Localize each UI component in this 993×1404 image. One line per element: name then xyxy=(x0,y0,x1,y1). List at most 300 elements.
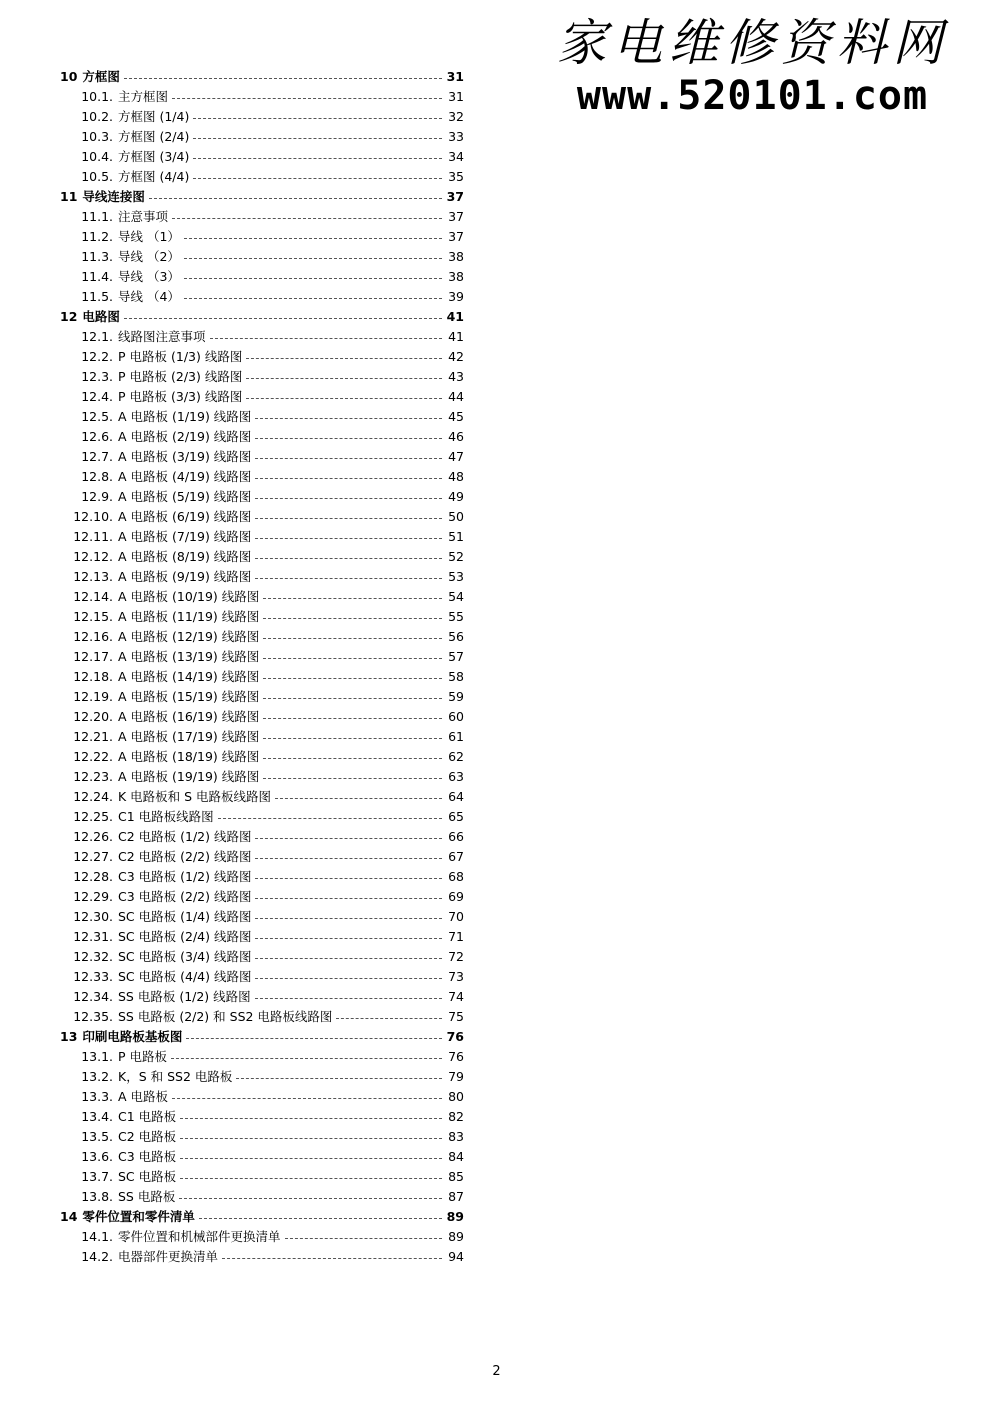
toc-title: 主方框图 xyxy=(118,89,169,104)
toc-number: 12.23. xyxy=(73,769,113,784)
toc-number: 12.8. xyxy=(81,469,113,484)
toc-leader xyxy=(246,358,442,359)
toc-page-number: 50 xyxy=(448,509,464,524)
toc-number: 12 xyxy=(60,309,78,324)
toc-page-number: 45 xyxy=(448,409,464,424)
toc-leader xyxy=(255,418,442,419)
toc-leader xyxy=(184,258,442,259)
toc-title: 方框图 (4/4) xyxy=(118,169,190,184)
toc-entry[interactable] xyxy=(60,627,464,647)
toc-entry[interactable] xyxy=(60,927,464,947)
toc-number: 10.5. xyxy=(81,169,113,184)
toc-section[interactable] xyxy=(60,307,464,327)
toc-leader xyxy=(255,578,442,579)
toc-number: 13.4. xyxy=(81,1109,113,1124)
toc-title: A 电路板 (16/19) 线路图 xyxy=(118,709,260,724)
toc-leader xyxy=(246,378,442,379)
toc-title: 电器部件更换清单 xyxy=(118,1249,219,1264)
toc-entry[interactable] xyxy=(60,687,464,707)
toc-entry[interactable] xyxy=(60,1147,464,1167)
toc-entry[interactable] xyxy=(60,967,464,987)
toc-entry[interactable] xyxy=(60,327,464,347)
toc-page-number: 80 xyxy=(448,1089,464,1104)
toc-title: 导线连接图 xyxy=(82,189,145,204)
toc-page-number: 84 xyxy=(448,1149,464,1164)
toc-leader xyxy=(172,98,442,99)
toc-entry[interactable] xyxy=(60,427,464,447)
toc-leader xyxy=(263,658,442,659)
toc-number: 12.11. xyxy=(73,529,113,544)
toc-leader xyxy=(255,858,442,859)
table-of-contents xyxy=(60,67,464,1267)
toc-entry[interactable] xyxy=(60,467,464,487)
toc-page-number: 51 xyxy=(448,529,464,544)
toc-number: 12.22. xyxy=(73,749,113,764)
toc-title: 印刷电路板基板图 xyxy=(82,1029,183,1044)
toc-number: 12.34. xyxy=(73,989,113,1004)
toc-number: 12.21. xyxy=(73,729,113,744)
toc-number: 11 xyxy=(60,189,78,204)
toc-number: 13.7. xyxy=(81,1169,113,1184)
toc-number: 10 xyxy=(60,69,78,84)
toc-page-number: 83 xyxy=(448,1129,464,1144)
toc-entry[interactable] xyxy=(60,147,464,167)
toc-page-number: 41 xyxy=(448,329,464,344)
toc-entry[interactable] xyxy=(60,547,464,567)
toc-page-number: 32 xyxy=(448,109,464,124)
page-number: 2 xyxy=(492,1364,501,1379)
toc-number: 12.9. xyxy=(81,489,113,504)
toc-entry[interactable] xyxy=(60,727,464,747)
toc-leader xyxy=(172,218,442,219)
toc-title: 导线 （1） xyxy=(118,229,180,244)
toc-title: A 电路板 (9/19) 线路图 xyxy=(118,569,252,584)
toc-title: C3 电路板 xyxy=(118,1149,177,1164)
toc-entry[interactable] xyxy=(60,827,464,847)
toc-number: 12.35. xyxy=(73,1009,113,1024)
toc-entry[interactable] xyxy=(60,207,464,227)
toc-number: 12.25. xyxy=(73,809,113,824)
toc-leader xyxy=(263,618,442,619)
toc-leader xyxy=(184,238,442,239)
toc-number: 12.29. xyxy=(73,889,113,904)
toc-entry[interactable] xyxy=(60,127,464,147)
toc-leader xyxy=(180,1138,442,1139)
toc-page-number: 72 xyxy=(448,949,464,964)
watermark xyxy=(525,12,980,118)
toc-page-number: 44 xyxy=(448,389,464,404)
toc-number: 12.18. xyxy=(73,669,113,684)
toc-leader xyxy=(149,198,442,199)
toc-section[interactable] xyxy=(60,1207,464,1227)
toc-leader xyxy=(263,738,442,739)
toc-entry[interactable] xyxy=(60,87,464,107)
toc-number: 12.16. xyxy=(73,629,113,644)
toc-leader xyxy=(255,438,442,439)
toc-page-number: 62 xyxy=(448,749,464,764)
toc-leader xyxy=(255,978,442,979)
toc-page-number: 58 xyxy=(448,669,464,684)
toc-title: 方框图 (2/4) xyxy=(118,129,190,144)
toc-leader xyxy=(263,678,442,679)
toc-leader xyxy=(263,758,442,759)
toc-entry[interactable] xyxy=(60,507,464,527)
toc-page-number: 67 xyxy=(448,849,464,864)
toc-title: 方框图 (1/4) xyxy=(118,109,190,124)
toc-title: A 电路板 (13/19) 线路图 xyxy=(118,649,260,664)
toc-title: A 电路板 (2/19) 线路图 xyxy=(118,429,252,444)
toc-title: SS 电路板 xyxy=(118,1189,176,1204)
toc-number: 12.33. xyxy=(73,969,113,984)
toc-title: 方框图 xyxy=(82,69,120,84)
toc-entry[interactable] xyxy=(60,787,464,807)
toc-number: 10.2. xyxy=(81,109,113,124)
toc-entry[interactable] xyxy=(60,867,464,887)
toc-page-number: 46 xyxy=(448,429,464,444)
toc-title: 导线 （3） xyxy=(118,269,180,284)
toc-leader xyxy=(275,798,442,799)
toc-number: 12.26. xyxy=(73,829,113,844)
toc-page-number: 68 xyxy=(448,869,464,884)
toc-title: A 电路板 (18/19) 线路图 xyxy=(118,749,260,764)
toc-page-number: 37 xyxy=(446,189,464,204)
toc-leader xyxy=(263,698,442,699)
toc-page-number: 61 xyxy=(448,729,464,744)
toc-entry[interactable] xyxy=(60,607,464,627)
toc-entry[interactable] xyxy=(60,1107,464,1127)
toc-entry[interactable] xyxy=(60,707,464,727)
toc-number: 12.19. xyxy=(73,689,113,704)
toc-title: C3 电路板 (2/2) 线路图 xyxy=(118,889,252,904)
toc-entry[interactable] xyxy=(60,227,464,247)
toc-title: P 电路板 (3/3) 线路图 xyxy=(118,389,243,404)
toc-number: 13.2. xyxy=(81,1069,113,1084)
toc-title: A 电路板 (19/19) 线路图 xyxy=(118,769,260,784)
toc-number: 13 xyxy=(60,1029,78,1044)
watermark-site-name: 家电维修资料网 xyxy=(556,14,949,72)
toc-leader xyxy=(263,638,442,639)
toc-section[interactable] xyxy=(60,67,464,87)
toc-leader xyxy=(218,818,442,819)
toc-page-number: 31 xyxy=(446,69,464,84)
toc-leader xyxy=(193,118,442,119)
toc-page-number: 31 xyxy=(448,89,464,104)
toc-title: A 电路板 (8/19) 线路图 xyxy=(118,549,252,564)
toc-entry[interactable] xyxy=(60,1047,464,1067)
toc-page-number: 56 xyxy=(448,629,464,644)
toc-page-number: 66 xyxy=(448,829,464,844)
toc-page-number: 82 xyxy=(448,1109,464,1124)
toc-entry[interactable] xyxy=(60,767,464,787)
toc-leader xyxy=(180,1118,442,1119)
toc-leader xyxy=(255,958,442,959)
toc-entry[interactable] xyxy=(60,887,464,907)
toc-title: SC 电路板 xyxy=(118,1169,177,1184)
toc-leader xyxy=(193,138,442,139)
toc-title: C1 电路板线路图 xyxy=(118,809,214,824)
toc-leader xyxy=(193,158,442,159)
toc-title: A 电路板 (15/19) 线路图 xyxy=(118,689,260,704)
toc-leader xyxy=(199,1218,442,1219)
toc-leader xyxy=(184,298,442,299)
toc-number: 12.20. xyxy=(73,709,113,724)
toc-leader xyxy=(180,1178,442,1179)
toc-entry[interactable] xyxy=(60,1087,464,1107)
watermark-url: www.520101.com xyxy=(576,73,929,119)
toc-number: 11.3. xyxy=(81,249,113,264)
toc-entry[interactable] xyxy=(60,647,464,667)
toc-page-number: 47 xyxy=(448,449,464,464)
toc-entry[interactable] xyxy=(60,167,464,187)
toc-leader xyxy=(172,1098,442,1099)
toc-number: 12.17. xyxy=(73,649,113,664)
toc-title: A 电路板 (5/19) 线路图 xyxy=(118,489,252,504)
toc-leader xyxy=(186,1038,442,1039)
toc-number: 12.31. xyxy=(73,929,113,944)
toc-number: 12.2. xyxy=(81,349,113,364)
toc-page-number: 59 xyxy=(448,689,464,704)
toc-leader xyxy=(263,718,442,719)
toc-section[interactable] xyxy=(60,1027,464,1047)
toc-page-number: 75 xyxy=(448,1009,464,1024)
toc-number: 11.1. xyxy=(81,209,113,224)
toc-number: 14.1. xyxy=(81,1229,113,1244)
toc-page-number: 52 xyxy=(448,549,464,564)
toc-leader xyxy=(236,1078,442,1079)
toc-page-number: 74 xyxy=(448,989,464,1004)
toc-leader xyxy=(124,318,442,319)
toc-page-number: 42 xyxy=(448,349,464,364)
toc-page-number: 60 xyxy=(448,709,464,724)
toc-title: A 电路板 (10/19) 线路图 xyxy=(118,589,260,604)
toc-title: SC 电路板 (1/4) 线路图 xyxy=(118,909,252,924)
toc-page-number: 76 xyxy=(446,1029,464,1044)
toc-number: 12.30. xyxy=(73,909,113,924)
toc-title: A 电路板 (6/19) 线路图 xyxy=(118,509,252,524)
toc-page-number: 35 xyxy=(448,169,464,184)
toc-page-number: 57 xyxy=(448,649,464,664)
toc-title: A 电路板 (17/19) 线路图 xyxy=(118,729,260,744)
toc-number: 13.3. xyxy=(81,1089,113,1104)
toc-page-number: 65 xyxy=(448,809,464,824)
toc-leader xyxy=(124,78,442,79)
toc-entry[interactable] xyxy=(60,387,464,407)
toc-title: A 电路板 (14/19) 线路图 xyxy=(118,669,260,684)
toc-number: 12.6. xyxy=(81,429,113,444)
toc-leader xyxy=(263,598,442,599)
toc-entry[interactable] xyxy=(60,567,464,587)
toc-title: C3 电路板 (1/2) 线路图 xyxy=(118,869,252,884)
toc-number: 11.4. xyxy=(81,269,113,284)
toc-leader xyxy=(222,1258,442,1259)
toc-number: 12.12. xyxy=(73,549,113,564)
toc-number: 13.6. xyxy=(81,1149,113,1164)
toc-number: 12.32. xyxy=(73,949,113,964)
toc-leader xyxy=(336,1018,442,1019)
toc-number: 12.3. xyxy=(81,369,113,384)
toc-title: 电路图 xyxy=(82,309,120,324)
toc-leader xyxy=(255,538,442,539)
toc-number: 10.1. xyxy=(81,89,113,104)
toc-title: C1 电路板 xyxy=(118,1109,177,1124)
toc-title: K，S 和 SS2 电路板 xyxy=(118,1069,233,1084)
toc-section[interactable] xyxy=(60,187,464,207)
toc-leader xyxy=(180,1158,442,1159)
toc-entry[interactable] xyxy=(60,1007,464,1027)
toc-page-number: 73 xyxy=(448,969,464,984)
toc-page-number: 63 xyxy=(448,769,464,784)
toc-title: P 电路板 (1/3) 线路图 xyxy=(118,349,243,364)
toc-leader xyxy=(255,838,442,839)
toc-entry[interactable] xyxy=(60,447,464,467)
toc-entry[interactable] xyxy=(60,1067,464,1087)
toc-page-number: 64 xyxy=(448,789,464,804)
toc-page-number: 71 xyxy=(448,929,464,944)
toc-number: 12.5. xyxy=(81,409,113,424)
toc-title: 方框图 (3/4) xyxy=(118,149,190,164)
toc-entry[interactable] xyxy=(60,1247,464,1267)
toc-title: SC 电路板 (4/4) 线路图 xyxy=(118,969,252,984)
toc-title: A 电路板 (12/19) 线路图 xyxy=(118,629,260,644)
toc-leader xyxy=(184,278,442,279)
toc-title: C2 电路板 (2/2) 线路图 xyxy=(118,849,252,864)
toc-page-number: 55 xyxy=(448,609,464,624)
toc-entry[interactable] xyxy=(60,907,464,927)
toc-entry[interactable] xyxy=(60,267,464,287)
toc-page-number: 85 xyxy=(448,1169,464,1184)
toc-entry[interactable] xyxy=(60,487,464,507)
toc-number: 12.4. xyxy=(81,389,113,404)
toc-leader xyxy=(255,998,442,999)
toc-title: 导线 （2） xyxy=(118,249,180,264)
toc-number: 10.4. xyxy=(81,149,113,164)
toc-title: C2 电路板 xyxy=(118,1129,177,1144)
toc-entry[interactable] xyxy=(60,807,464,827)
toc-entry[interactable] xyxy=(60,367,464,387)
toc-page-number: 39 xyxy=(448,289,464,304)
toc-leader xyxy=(255,518,442,519)
toc-title: SS 电路板 (1/2) 线路图 xyxy=(118,989,251,1004)
toc-leader xyxy=(263,778,442,779)
toc-leader xyxy=(255,478,442,479)
toc-page-number: 37 xyxy=(448,229,464,244)
toc-entry[interactable] xyxy=(60,667,464,687)
toc-title: K 电路板和 S 电路板线路图 xyxy=(118,789,272,804)
toc-number: 10.3. xyxy=(81,129,113,144)
toc-number: 14.2. xyxy=(81,1249,113,1264)
toc-entry[interactable] xyxy=(60,107,464,127)
toc-title: SS 电路板 (2/2) 和 SS2 电路板线路图 xyxy=(118,1009,333,1024)
toc-number: 12.27. xyxy=(73,849,113,864)
toc-leader xyxy=(255,498,442,499)
toc-number: 12.24. xyxy=(73,789,113,804)
toc-entry[interactable] xyxy=(60,947,464,967)
toc-title: 零件位置和机械部件更换清单 xyxy=(118,1229,281,1244)
toc-title: A 电路板 (3/19) 线路图 xyxy=(118,449,252,464)
toc-page-number: 43 xyxy=(448,369,464,384)
toc-title: SC 电路板 (2/4) 线路图 xyxy=(118,929,252,944)
toc-page-number: 53 xyxy=(448,569,464,584)
toc-number: 13.8. xyxy=(81,1189,113,1204)
toc-entry[interactable] xyxy=(60,1227,464,1247)
toc-page-number: 37 xyxy=(448,209,464,224)
toc-page-number: 87 xyxy=(448,1189,464,1204)
toc-leader xyxy=(255,458,442,459)
toc-leader xyxy=(255,558,442,559)
toc-title: A 电路板 (7/19) 线路图 xyxy=(118,529,252,544)
toc-entry[interactable] xyxy=(60,527,464,547)
toc-page-number: 70 xyxy=(448,909,464,924)
toc-number: 13.5. xyxy=(81,1129,113,1144)
toc-entry[interactable] xyxy=(60,747,464,767)
toc-page-number: 76 xyxy=(448,1049,464,1064)
toc-page-number: 54 xyxy=(448,589,464,604)
toc-leader xyxy=(255,878,442,879)
toc-entry[interactable] xyxy=(60,407,464,427)
toc-entry[interactable] xyxy=(60,847,464,867)
toc-leader xyxy=(210,338,442,339)
toc-title: P 电路板 xyxy=(118,1049,168,1064)
toc-page-number: 33 xyxy=(448,129,464,144)
toc-entry[interactable] xyxy=(60,287,464,307)
toc-title: SC 电路板 (3/4) 线路图 xyxy=(118,949,252,964)
toc-entry[interactable] xyxy=(60,1127,464,1147)
toc-leader xyxy=(179,1198,442,1199)
toc-page-number: 48 xyxy=(448,469,464,484)
toc-title: A 电路板 (11/19) 线路图 xyxy=(118,609,260,624)
toc-leader xyxy=(171,1058,442,1059)
toc-leader xyxy=(255,938,442,939)
toc-page-number: 49 xyxy=(448,489,464,504)
toc-page-number: 89 xyxy=(446,1209,464,1224)
toc-leader xyxy=(193,178,442,179)
toc-title: 导线 （4） xyxy=(118,289,180,304)
toc-number: 14 xyxy=(60,1209,78,1224)
toc-title: 零件位置和零件清单 xyxy=(82,1209,195,1224)
toc-title: A 电路板 xyxy=(118,1089,169,1104)
toc-entry[interactable] xyxy=(60,347,464,367)
toc-page-number: 79 xyxy=(448,1069,464,1084)
toc-page-number: 38 xyxy=(448,269,464,284)
toc-title: A 电路板 (4/19) 线路图 xyxy=(118,469,252,484)
toc-entry[interactable] xyxy=(60,1167,464,1187)
toc-page-number: 94 xyxy=(448,1249,464,1264)
toc-leader xyxy=(285,1238,442,1239)
toc-number: 12.15. xyxy=(73,609,113,624)
toc-page-number: 89 xyxy=(448,1229,464,1244)
toc-number: 12.7. xyxy=(81,449,113,464)
toc-number: 12.13. xyxy=(73,569,113,584)
toc-page-number: 38 xyxy=(448,249,464,264)
toc-entry[interactable] xyxy=(60,587,464,607)
toc-page-number: 41 xyxy=(446,309,464,324)
toc-number: 12.1. xyxy=(81,329,113,344)
toc-leader xyxy=(255,898,442,899)
toc-title: A 电路板 (1/19) 线路图 xyxy=(118,409,252,424)
toc-entry[interactable] xyxy=(60,247,464,267)
toc-title: 线路图注意事项 xyxy=(118,329,206,344)
toc-entry[interactable] xyxy=(60,1187,464,1207)
toc-number: 12.28. xyxy=(73,869,113,884)
toc-page-number: 69 xyxy=(448,889,464,904)
toc-entry[interactable] xyxy=(60,987,464,1007)
toc-number: 12.14. xyxy=(73,589,113,604)
toc-title: P 电路板 (2/3) 线路图 xyxy=(118,369,243,384)
toc-leader xyxy=(255,918,442,919)
toc-number: 13.1. xyxy=(81,1049,113,1064)
toc-title: 注意事项 xyxy=(118,209,169,224)
toc-number: 12.10. xyxy=(73,509,113,524)
